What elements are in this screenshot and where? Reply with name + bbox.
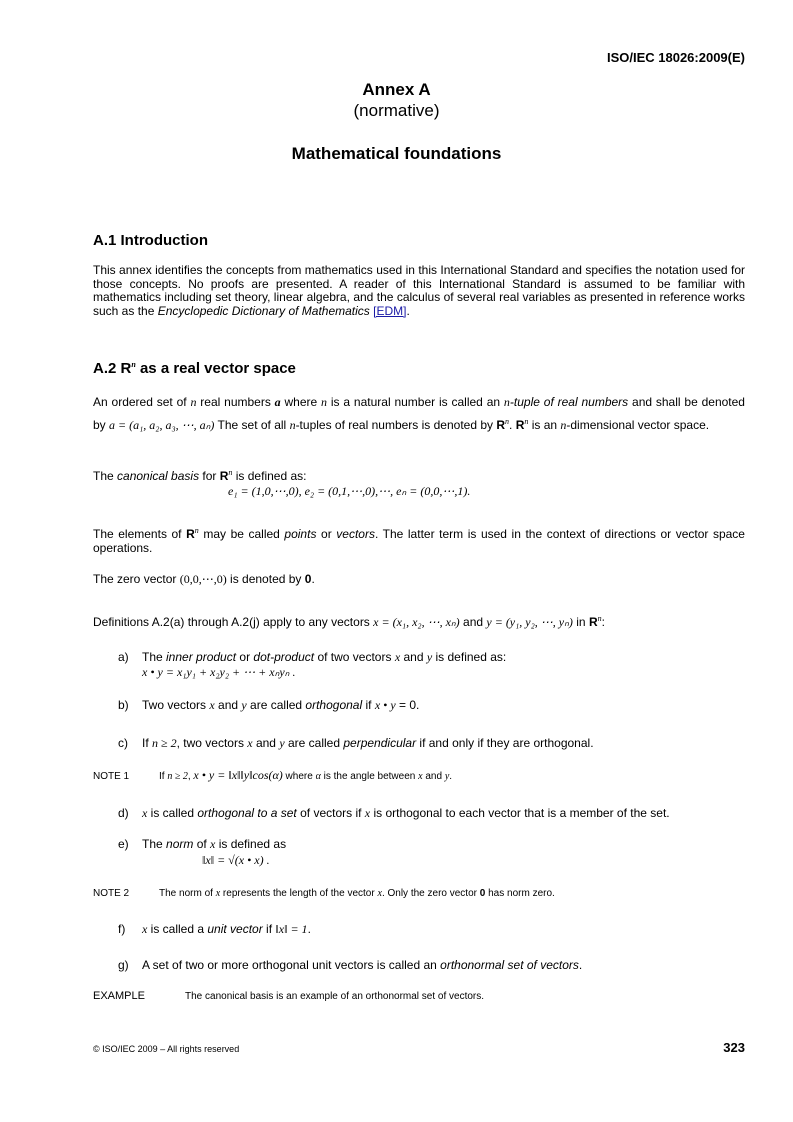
zero-vector-paragraph: The zero vector (0,0,⋯,0) is denoted by 0. <box>93 572 315 586</box>
edm-reference-link[interactable]: [EDM] <box>373 303 407 318</box>
page-number: 323 <box>723 1040 745 1055</box>
list-item-a: a) The inner product or dot-product of two vectors x and y is defined as: <box>118 650 507 664</box>
intro-paragraph: This annex identifies the concepts from mathematics used in this International Standard and specifies the notation used for those concepts. No proofs are presented. A reader of this International Standard is assumed to be familiar with mathematics including set theory, linear algebra, and the calculus of several real variables as presented in reference works such as the Encyclopedic Dictionary of Mathematics [EDM]. <box>93 263 745 318</box>
list-item-e: e) The norm of x is defined as <box>118 837 287 851</box>
section-heading-a2: A.2 $R^n$ as a real vector space <box>93 360 296 377</box>
list-item-f: f) x is called a unit vector if ‖x‖ = 1. <box>118 922 311 936</box>
list-item-d: d) x is called orthogonal to a set of vectors if x is orthogonal to each vector that is a member of the set. <box>118 806 670 820</box>
canonical-basis-equation: e₁ = (1,0,⋯,0), e₂ = (0,1,⋯,0),⋯, eₙ = (0,0,⋯,1). <box>228 484 471 498</box>
section-heading-a1: A.1 Introduction <box>93 232 208 249</box>
norm-equation: ‖x‖ = √(x • x) . <box>202 853 270 867</box>
canonical-basis-intro: The canonical basis for $R^n$ is defined as: <box>93 468 307 483</box>
copyright-footer: © ISO/IEC 2009 – All rights reserved <box>93 1044 240 1054</box>
list-item-b: b) Two vectors x and y are called orthogonal if x • y = 0. <box>118 698 420 712</box>
example: EXAMPLE The canonical basis is an example of an orthonormal set of vectors. <box>93 990 485 1002</box>
definitions-paragraph: Definitions A.2(a) through A.2(j) apply to any vectors x = (x₁, x₂, ⋯, xₙ) and y = (y₁, y₂, ⋯, yₙ) in $R^n$: <box>93 614 605 629</box>
inner-product-equation: x • y = x₁y₁ + x₂y₂ + ⋯ + xₙyₙ . <box>142 665 296 679</box>
annex-subtitle: (normative) <box>353 101 440 120</box>
list-item-g: g) A set of two or more orthogonal unit vectors is called an orthonormal set of vectors. <box>118 958 583 972</box>
standard-id: ISO/IEC 18026:2009(E) <box>606 50 745 65</box>
note-1: NOTE 1 If n ≥ 2, x • y = ‖x‖‖y‖cos(α) where α is the angle between x and y. <box>93 768 453 782</box>
elements-paragraph: The elements of $R^n$ may be called points or vectors. The latter term is used in the context of directions or vector space operations. <box>93 526 745 555</box>
note-2: NOTE 2 The norm of x represents the length of the vector x. Only the zero vector 0 has norm zero. <box>93 888 555 899</box>
annex-heading: Mathematical foundations <box>291 144 502 163</box>
annex-title: Annex A <box>362 80 431 99</box>
list-item-c: c) If n ≥ 2, two vectors x and y are called perpendicular if and only if they are orthogonal. <box>118 736 594 750</box>
tuple-definition-paragraph: An ordered set of n real numbers a where n is a natural number is called an n-tuple of real numbers and shall be denoted by a = (a₁, a₂, a₃, ⋯, aₙ) The set of all n-tuples of real numbers is denoted by $R^n$. $R^n$ is an n-dimensional vector space. <box>93 395 745 432</box>
